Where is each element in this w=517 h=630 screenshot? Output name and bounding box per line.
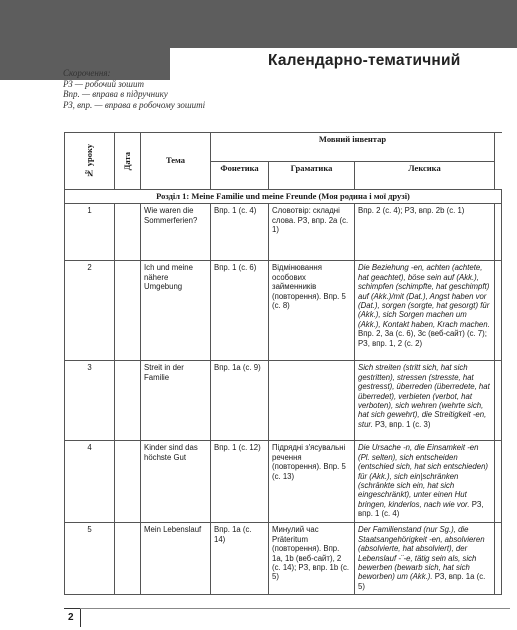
cell-lexis xyxy=(355,361,495,441)
table-row xyxy=(65,523,502,595)
footer-rule xyxy=(80,608,510,609)
lexis-vocabulary: Sich streiten (stritt sich, hat sich gestritten), stressen (stresste, hat gestresst), überreden (überredete, hat überredet), verbieten (verbot, hat verboten), sich wehren (wehrte sich, hat sich gewehrt), die Streitigkeit -en, stur. xyxy=(358,363,490,429)
cell-overflow xyxy=(495,441,502,523)
cell-topic: Kinder sind das höchste Gut xyxy=(141,441,211,523)
header-grammar: Граматика xyxy=(269,161,355,190)
lexis-vocabulary: Die Beziehung -en, achten (achtete, hat geachtet), böse sein auf (Akk.), schimpfen (schimpfte, hat geschimpft) auf (Akk.)/mit (Dat.), Angst haben vor (Dat.), sorgen (sorgte, hat gesorgt) für (Akk.), sich Sorgen machen um (Akk.), Kontakt haben, Krach machen. xyxy=(358,263,490,329)
table-row xyxy=(65,441,502,523)
cell-grammar: Минулий час Präteritum (повторення). Впр. 1а, 1b (веб-сайт), 2 (с. 14); РЗ, впр. 1b (с. 5) xyxy=(269,523,355,595)
cell-lexis xyxy=(355,441,495,523)
header-phonetics: Фонетика xyxy=(211,161,269,190)
cell-grammar: Підрядні з'ясувальні речення (повторення). Впр. 5 (с. 13) xyxy=(269,441,355,523)
cell-topic: Wie waren die Sommerferien? xyxy=(141,204,211,261)
cell-overflow xyxy=(495,523,502,595)
cell-grammar: Словотвір: складні слова. РЗ, впр. 2а (с. 1) xyxy=(269,204,355,261)
cell-date xyxy=(115,261,141,361)
section-title: Розділ 1: Meine Familie und meine Freunde (Моя родина і мої друзі) xyxy=(65,190,502,204)
cell-lesson-number: 1 xyxy=(65,204,115,261)
header-band xyxy=(0,0,517,48)
lexis-exercises: РЗ, впр. 1а (с. 5) xyxy=(358,572,486,591)
lexis-vocabulary: Der Familienstand (nur Sg.), die Staatsangehörigkeit -en, absolvieren (absolvierte, hat absolviert), der Lebenslauf -¨-e, tätig sein als, sich bewerben (bewarb sich, hat sich beworben) um (Akk.). xyxy=(358,525,485,582)
cell-topic: Mein Lebenslauf xyxy=(141,523,211,595)
cell-lesson-number: 5 xyxy=(65,523,115,595)
header-language-inventory: Мовний інвентар xyxy=(211,133,495,162)
lexis-exercises: РЗ, впр. 1 (с. 3) xyxy=(375,419,431,429)
cell-phonetics: Впр. 1 (с. 4) xyxy=(211,204,269,261)
cell-lesson-number: 3 xyxy=(65,361,115,441)
cell-date xyxy=(115,361,141,441)
abbreviation-item: РЗ, впр. — вправа в робочому зошиті xyxy=(63,99,206,110)
cell-lexis xyxy=(355,204,495,261)
page-number: 2 xyxy=(68,612,74,623)
table-row xyxy=(65,361,502,441)
cell-phonetics: Впр. 1 (с. 12) xyxy=(211,441,269,523)
header-lesson-number: № уроку xyxy=(65,133,115,190)
header-lexis: Лексика xyxy=(355,161,495,190)
cell-overflow xyxy=(495,361,502,441)
cell-phonetics: Впр. 1а (с. 9) xyxy=(211,361,269,441)
cell-grammar: Відмінювання особових займенників (повторення). Впр. 5 (с. 8) xyxy=(269,261,355,361)
lexis-exercises: Впр. 2 (с. 4); РЗ, впр. 2b (с. 1) xyxy=(358,206,465,216)
cell-overflow xyxy=(495,204,502,261)
cell-lesson-number: 2 xyxy=(65,261,115,361)
cell-grammar xyxy=(269,361,355,441)
cell-overflow xyxy=(495,261,502,361)
header-date: Дата xyxy=(115,133,141,190)
section-row xyxy=(65,190,502,204)
abbreviations-title: Скорочення: xyxy=(63,68,111,78)
header-topic: Тема xyxy=(141,133,211,190)
lexis-exercises: РЗ, впр. 1 (с. 4) xyxy=(358,499,484,519)
cell-date xyxy=(115,523,141,595)
lexis-vocabulary: Die Ursache -n, die Einsamkeit -en (Pl. selten), sich entscheiden (entschied sich, hat sich entschieden) für (Akk.), sich ein|schränken (schränkte sich ein, hat sich eingeschränkt), unter einen Hut bringen, kinderlos, nach wie vor. xyxy=(358,443,489,509)
cell-date xyxy=(115,204,141,261)
page-title: Календарно-тематичний xyxy=(268,52,461,69)
cell-topic: Ich und meine nähere Umgebung xyxy=(141,261,211,361)
table-row xyxy=(65,204,502,261)
header-overflow-column xyxy=(495,133,502,190)
cell-phonetics: Впр. 1 (с. 6) xyxy=(211,261,269,361)
cell-phonetics: Впр. 1а (с. 14) xyxy=(211,523,269,595)
abbreviation-item: РЗ — робочий зошит xyxy=(63,78,144,89)
abbreviation-item: Впр. — вправа в підручнику xyxy=(63,89,168,99)
cell-topic: Streit in der Familie xyxy=(141,361,211,441)
abbreviations-block xyxy=(63,68,205,110)
thematic-plan-table xyxy=(64,132,502,595)
cell-date xyxy=(115,441,141,523)
cell-lexis xyxy=(355,261,495,361)
table-row xyxy=(65,261,502,361)
cell-lexis xyxy=(355,523,495,595)
lexis-exercises: Впр. 2, 3а (с. 6), 3с (веб-сайт) (с. 7); РЗ, впр. 1, 2 (с. 2) xyxy=(358,329,487,348)
cell-lesson-number: 4 xyxy=(65,441,115,523)
